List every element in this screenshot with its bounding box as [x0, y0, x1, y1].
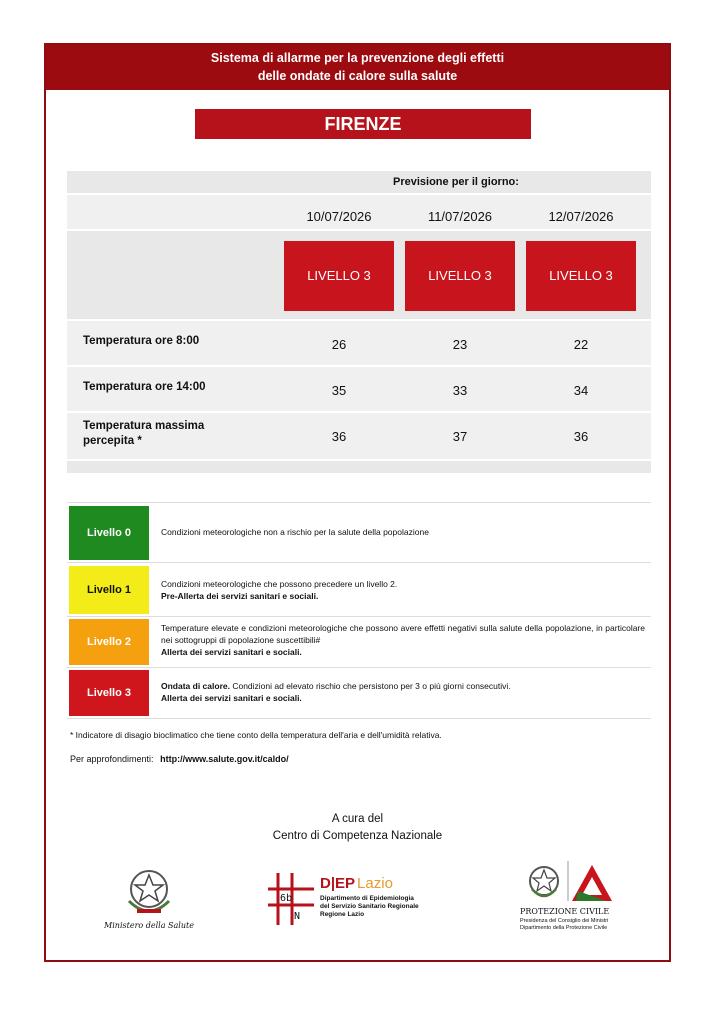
- temp14-day2: 33: [452, 383, 468, 398]
- header-title-line1: Sistema di allarme per la prevenzione degli effetti: [210, 51, 505, 65]
- svg-text:6b: 6b: [280, 893, 293, 904]
- perceived-day3: 36: [573, 429, 589, 444]
- dep-line1: Dipartimento di Epidemiologia: [320, 895, 414, 902]
- legend-desc-1: [161, 578, 651, 602]
- legend-desc-2-bold: Allerta dei servizi sanitari e sociali.: [161, 647, 302, 657]
- logo-protezione-civile: [520, 861, 640, 941]
- header-title-line2: delle ondate di calore sulla salute: [257, 69, 458, 83]
- divider: [67, 718, 651, 719]
- row-temp-8: [67, 321, 651, 365]
- row-label-line2: percepita *: [83, 435, 142, 447]
- legend-desc-3-lead: Ondata di calore.: [161, 681, 230, 691]
- credits-line1: A cura del: [331, 813, 384, 825]
- divider: [67, 616, 651, 617]
- row-temp-14: [67, 367, 651, 411]
- more-info-link[interactable]: http://www.salute.gov.it/caldo/: [160, 754, 289, 764]
- legend-swatch-0: Livello 0: [69, 506, 149, 560]
- dep-caption: [320, 895, 419, 919]
- pc-line2: Dipartimento della Protezione Civile: [520, 925, 608, 931]
- dep-line3: Regione Lazio: [320, 911, 365, 918]
- level-badge-day1: LIVELLO 3: [284, 241, 394, 311]
- row-label: Temperatura ore 14:00: [83, 381, 206, 393]
- legend-swatch-3: Livello 3: [69, 670, 149, 716]
- legend-desc-3: [161, 680, 651, 704]
- legend-swatch-2: Livello 2: [69, 619, 149, 665]
- levels-band: [67, 231, 651, 319]
- emblem-italy-icon: [104, 865, 194, 921]
- more-info: [70, 754, 289, 764]
- dep-line2: del Servizio Sanitario Regionale: [320, 903, 419, 910]
- perceived-day2: 37: [452, 429, 468, 444]
- legend-desc-1-bold: Pre-Allerta dei servizi sanitari e sociali.: [161, 591, 319, 601]
- temp8-day1: 26: [331, 337, 347, 352]
- level-badge-day2: LIVELLO 3: [405, 241, 515, 311]
- legend-row-2: [67, 619, 651, 665]
- row-perceived-max: [67, 413, 651, 459]
- legend-row-0: [67, 506, 651, 560]
- divider: [67, 562, 651, 563]
- row-label: Temperatura ore 8:00: [83, 335, 200, 347]
- dates-band: [67, 195, 651, 229]
- header-bar: [46, 45, 669, 90]
- pc-line1: Presidenza del Consiglio dei Ministri: [520, 918, 609, 924]
- logo-ministero-salute: [104, 865, 194, 937]
- legend-row-1: [67, 566, 651, 614]
- more-info-label: Per approfondimenti:: [70, 754, 154, 764]
- legend-desc-3-bold: Allerta dei servizi sanitari e sociali.: [161, 693, 302, 703]
- legend-desc-0: Condizioni meteorologiche non a rischio per la salute della popolazione: [161, 527, 429, 537]
- date-3: 12/07/2026: [548, 209, 614, 224]
- pc-title: PROTEZIONE CIVILE: [520, 907, 610, 916]
- bulletin-frame: [44, 43, 671, 962]
- forecast-caption-band: [67, 171, 651, 193]
- legend-desc-2-text: Temperature elevate e condizioni meteorologiche che possono avere effetti negativi sulla salute della popolazione, in particolare nei sottogruppi di popolazione suscettibili#: [161, 623, 645, 645]
- city-banner: FIRENZE: [195, 109, 531, 139]
- date-2: 11/07/2026: [427, 209, 493, 224]
- legend-row-3: [67, 670, 651, 716]
- perceived-day1: 36: [331, 429, 347, 444]
- row-label-line1: Temperatura massima: [83, 420, 205, 432]
- emblem-italy-small-icon: [526, 863, 562, 903]
- pc-caption: [520, 918, 640, 932]
- divider: [67, 502, 651, 503]
- svg-text:N: N: [294, 911, 301, 922]
- temp8-day3: 22: [573, 337, 589, 352]
- temp14-day3: 34: [573, 383, 589, 398]
- legend-desc-1-text: Condizioni meteorologiche che possono precedere un livello 2.: [161, 579, 398, 589]
- temp8-day2: 23: [452, 337, 468, 352]
- footnote: * Indicatore di disagio bioclimatico che tiene conto della temperatura dell'aria e dell'umidità relativa.: [70, 730, 442, 740]
- row-label: [83, 419, 204, 449]
- divider: [67, 667, 651, 668]
- date-1: 10/07/2026: [306, 209, 372, 224]
- forecast-caption: Previsione per il giorno:: [393, 176, 519, 188]
- ministero-caption: Ministero della Salute: [104, 921, 194, 930]
- legend-desc-3-text: Condizioni ad elevato rischio che persistono per 3 o più giorni consecutivi.: [229, 681, 511, 691]
- protezione-civile-triangle-icon: [566, 861, 616, 905]
- dep-brand-lazio: Lazio: [357, 875, 393, 892]
- level-badge-day3: LIVELLO 3: [526, 241, 636, 311]
- dep-brand-dep: D|EP: [320, 875, 356, 892]
- dep-brand: [320, 875, 393, 892]
- legend-swatch-1: Livello 1: [69, 566, 149, 614]
- logo-dep-lazio: [266, 871, 466, 931]
- temp14-day1: 35: [331, 383, 347, 398]
- credits-line2: Centro di Competenza Nazionale: [272, 830, 443, 842]
- dep-grid-icon: [266, 871, 316, 927]
- table-footer-band: [67, 461, 651, 473]
- legend-desc-2: [161, 622, 645, 658]
